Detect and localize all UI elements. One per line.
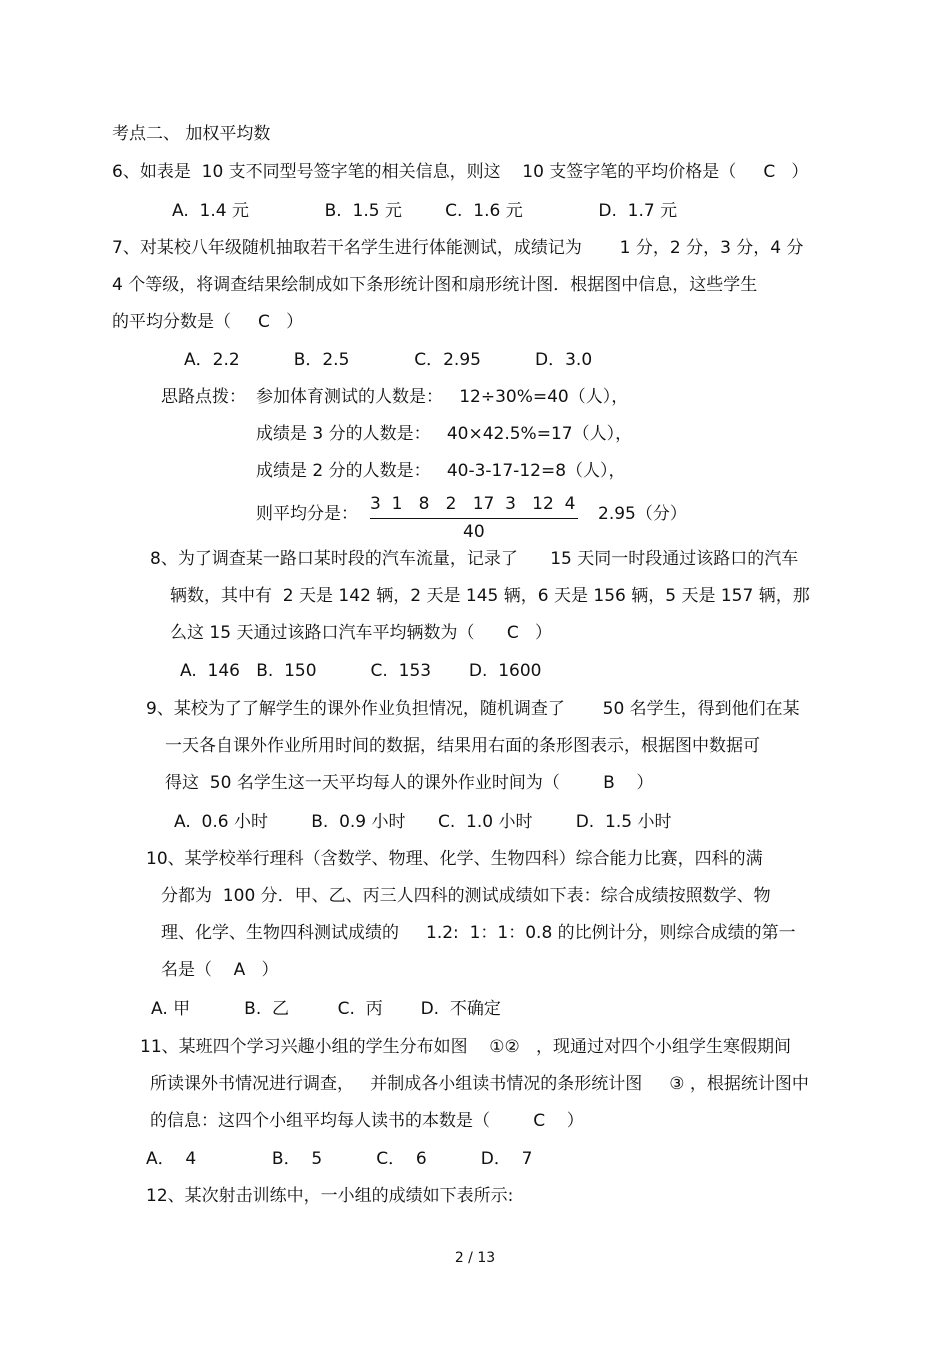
hint-line-4-result: 2.95（分） — [598, 504, 687, 524]
question-8-line-1: 8、为了调查某一路口某时段的汽车流量，记录了 15 天同一时段通过该路口的汽车 — [150, 549, 799, 569]
hint-line-3: 成绩是 2 分的人数是： 40-3-17-12=8（人）， — [256, 461, 626, 481]
question-9-options: A. 0.6 小时 B. 0.9 小时 C. 1.0 小时 D. 1.5 小时 — [174, 812, 672, 832]
fraction-numerator: 3 1 8 2 17 3 12 4 — [370, 494, 576, 514]
question-11-options: A． 4 B． 5 C． 6 D． 7 — [146, 1149, 533, 1169]
question-8-line-3: 么这 15 天通过该路口汽车平均辆数为（ C ） — [170, 623, 552, 643]
fraction-denominator: 40 — [463, 522, 485, 542]
fraction-bar — [370, 518, 578, 519]
question-9-line-3: 得这 50 名学生这一天平均每人的课外作业时间为（ B ） — [165, 773, 654, 793]
page-number: 2 / 13 — [454, 1250, 496, 1266]
question-6-options: A. 1.4 元 B. 1.5 元 C. 1.6 元 D. 1.7 元 — [172, 201, 678, 221]
question-8-options: A. 146 B. 150 C. 153 D. 1600 — [180, 661, 542, 681]
question-10-options: A. 甲 B. 乙 C. 丙 D. 不确定 — [151, 999, 501, 1019]
question-9-line-2: 一天各自课外作业所用时间的数据，结果用右面的条形图表示，根据图中数据可 — [165, 736, 760, 756]
hint-line-2: 成绩是 3 分的人数是： 40×42.5%=17（人）， — [256, 424, 633, 444]
hint-label: 思路点拨： — [161, 387, 246, 407]
question-11-line-3: 的信息：这四个小组平均每人读书的本数是（ C ） — [150, 1111, 584, 1131]
section-title: 考点二、 加权平均数 — [112, 124, 271, 144]
question-7-options: A．2.2 B．2.5 C．2.95 D．3.0 — [184, 350, 593, 370]
question-10-line-1: 10、某学校举行理科（含数学、物理、化学、生物四科）综合能力比赛，四科的满 — [146, 849, 763, 869]
question-7-line-3: 的平均分数是（ C ） — [112, 312, 304, 332]
question-10-line-2: 分都为 100 分．甲、乙、丙三人四科的测试成绩如下表：综合成绩按照数学、物 — [161, 886, 771, 906]
question-11-line-2: 所读课外书情况进行调查， 并制成各小组读书情况的条形统计图 ③ ，根据统计图中 — [150, 1074, 809, 1094]
hint-line-4-prefix: 则平均分是： — [256, 504, 358, 524]
question-7-line-2: 4 个等级，将调查结果绘制成如下条形统计图和扇形统计图．根据图中信息，这些学生 — [112, 275, 758, 295]
question-8-line-2: 辆数，其中有 2 天是 142 辆，2 天是 145 辆，6 天是 156 辆，5 天是 157 辆，那 — [170, 586, 810, 606]
question-6-stem: 6、如表是 10 支不同型号签字笔的相关信息，则这 10 支签字笔的平均价格是（ C ） — [112, 162, 809, 182]
question-12-line-1: 12、某次射击训练中，一小组的成绩如下表所示: — [146, 1186, 514, 1206]
question-9-line-1: 9、某校为了了解学生的课外作业负担情况，随机调查了 50 名学生，得到他们在某 — [146, 699, 800, 719]
question-10-line-3: 理、化学、生物四科测试成绩的 1.2: 1：1：0.8 的比例计分，则综合成绩的第一 — [161, 923, 796, 943]
hint-line-1: 参加体育测试的人数是： 12÷30%=40（人）， — [256, 387, 629, 407]
mean-fraction — [370, 494, 580, 546]
question-7-line-1: 7、对某校八年级随机抽取若干名学生进行体能测试，成绩记为 1 分，2 分，3 分，4 分 — [112, 238, 804, 258]
question-11-line-1: 11、某班四个学习兴趣小组的学生分布如图 ①② ，现通过对四个小组学生寒假期间 — [140, 1037, 791, 1057]
question-10-line-4: 名是（ A ） — [161, 960, 279, 980]
